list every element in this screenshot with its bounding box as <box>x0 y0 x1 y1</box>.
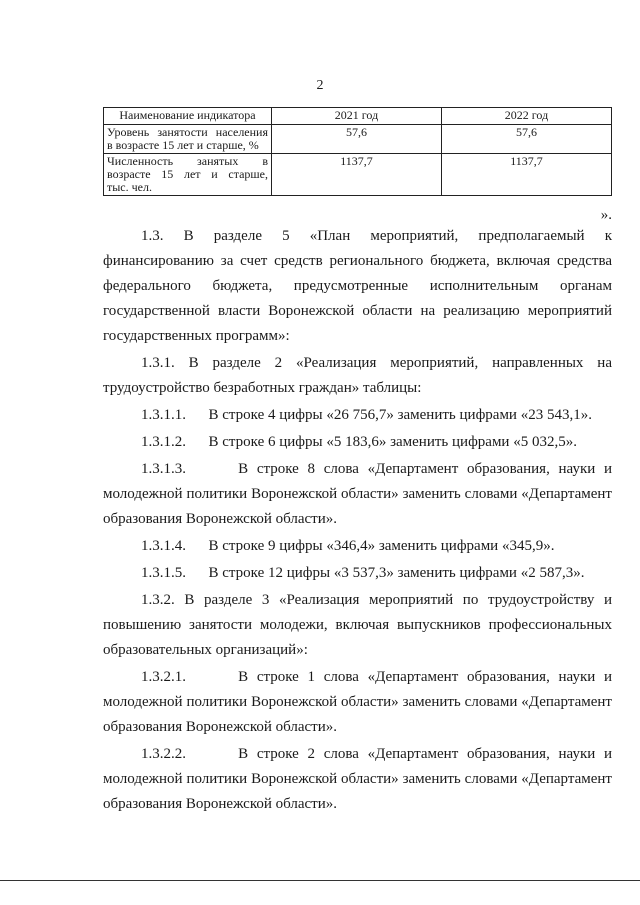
paragraph-1-3-1-4: 1.3.1.4. В строке 9 цифры «346,4» заменить цифрами «345,9». <box>141 538 555 554</box>
paragraph-1-3-1: 1.3.1. В разделе 2 «Реализация мероприятий, направленных на трудоустройство безработных граждан» таблицы: <box>103 355 612 396</box>
header-2021: 2021 год <box>272 108 442 125</box>
header-2022: 2022 год <box>441 108 611 125</box>
indicator-name-cell <box>104 154 272 196</box>
table-row <box>104 154 612 196</box>
indicator-table <box>103 107 612 196</box>
paragraph-1-3-2-2: 1.3.2.2. В строке 2 слова «Департамент образования, науки и молодежной политики Воронежской области» заменить словами «Департамент образования Воронежской области». <box>103 746 616 812</box>
indicator-name-line: возрасте 15 лет и старше, <box>107 167 268 181</box>
value-2022-cell: 1137,7 <box>441 154 611 196</box>
amendment-text <box>103 224 616 817</box>
paragraph-1-3-2-1: 1.3.2.1. В строке 1 слова «Департамент образования, науки и молодежной политики Воронежской области» заменить словами «Департамент образования Воронежской области». <box>103 669 616 735</box>
paragraph-1-3-1-3: 1.3.1.3. В строке 8 слова «Департамент образования, науки и молодежной политики Воронежской области» заменить словами «Департамент образования Воронежской области». <box>103 461 616 527</box>
indicator-name-line: тыс. чел. <box>107 180 152 194</box>
table-header-row <box>104 108 612 125</box>
value-2022-cell: 57,6 <box>441 125 611 154</box>
page-number: 2 <box>316 78 324 93</box>
paragraph-1-3-1-1: 1.3.1.1. В строке 4 цифры «26 756,7» заменить цифрами «23 543,1». <box>141 407 592 423</box>
indicator-name-line: Численность занятых в <box>107 154 268 168</box>
bottom-rule <box>0 880 640 881</box>
paragraph-1-3: 1.3. В разделе 5 «План мероприятий, предполагаемый к финансированию за счет средств регионального бюджета, включая средства федерального бюджета, предусмотренные исполнительным органам государственной власти Воронежской области на реализацию мероприятий государственных программ»: <box>103 228 612 344</box>
indicator-name-cell <box>104 125 272 154</box>
paragraph-1-3-2: 1.3.2. В разделе 3 «Реализация мероприятий по трудоустройству и повышению занятости молодежи, включая выпускников профессиональных образовательных организаций»: <box>103 592 612 658</box>
header-indicator-name: Наименование индикатора <box>104 108 272 125</box>
closing-quote: ». <box>600 207 612 223</box>
value-2021-cell: 1137,7 <box>272 154 442 196</box>
value-2021-cell: 57,6 <box>272 125 442 154</box>
paragraph-1-3-1-2: 1.3.1.2. В строке 6 цифры «5 183,6» заменить цифрами «5 032,5». <box>141 434 577 450</box>
indicator-name-line: Уровень занятости населения <box>107 125 268 139</box>
table-row <box>104 125 612 154</box>
paragraph-1-3-1-5: 1.3.1.5. В строке 12 цифры «3 537,3» заменить цифрами «2 587,3». <box>141 565 585 581</box>
indicator-name-line: в возрасте 15 лет и старше, % <box>107 138 259 152</box>
